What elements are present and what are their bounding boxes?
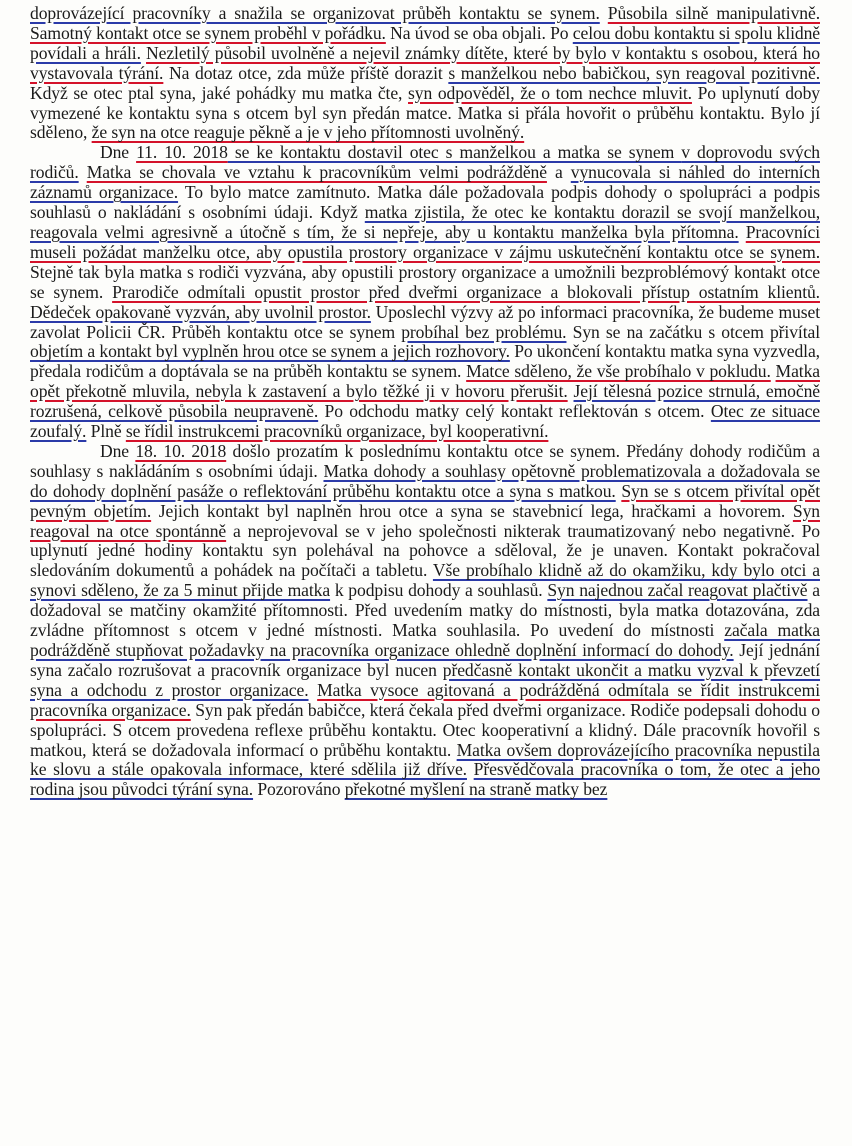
text-segment: došlo prozatím k poslednímu kontaktu otce se synem. Předány dohody rodičům a souhlasy s nakládáním s osobními údaji. [30, 440, 821, 481]
text-segment: Stejně tak byla matka s rodiči vyzvána, aby opustili prostory organizace a umožnili bezproblémový kontakt otce se synem. [30, 261, 820, 302]
paragraph-2 [30, 143, 820, 442]
text-segment: Po uplynutí doby vymezené ke kontaktu syna s otcem byl syn předán matce. Matka si přála hovořit o průběhu kontaktu. Bylo jí sděleno, [30, 82, 820, 143]
text-segment: Matka se chovala ve vztahu k pracovníkům velmi podrážděně [86, 162, 547, 183]
text-segment: Samotný kontakt otce se synem proběhl v pořádku. [30, 22, 386, 43]
text-segment: Po odchodu matky celý kontakt reflektován s otcem. [318, 401, 711, 422]
text-segment: a neprojevoval se v jeho společnosti nikterak traumatizovaný nebo negativně. Po uplynutí jedné hodiny kontaktu syn polehával na pohovce a sděloval, že je unaven. Kontakt pokračoval sledováním dokumentů a pohádek na počítači a tabletu. [30, 520, 820, 581]
text-segment: celou dobu kontaktu si spolu klidně povídali a hráli. [30, 22, 820, 63]
date-text: 11. 10. 2018 [136, 142, 228, 163]
text-segment: a dožadoval se matčiny okamžité přítomnosti. Před uvedením matky do místnosti, byla matka dotazována, zda zvládne přítomnost s otcem v jedné místnosti. Matka souhlasila. Po uvedení do místnosti [30, 580, 820, 641]
text-segment: syn odpověděl, že o tom nechce mluvit. [408, 82, 692, 103]
document-body [30, 4, 820, 800]
text-segment: Syn se na začátku s otcem přivítal [566, 321, 820, 342]
text-segment: Matka dohody a souhlasy opětovně problematizovala a dožadovala se do dohody doplnění pasáže o reflektování průběhu kontaktu otce a syna s matkou. [30, 460, 820, 501]
text-segment: Její tělesná pozice strnulá, emočně rozrušená, celkově působila neupraveně. [30, 381, 820, 422]
date-text: 18. 10. 2018 [135, 440, 227, 461]
text-segment: Jejich kontakt byl naplněn hrou otce a syna se stavebnicí lega, hračkami a hovorem. [151, 500, 793, 521]
text-segment: Dne [100, 440, 136, 461]
text-segment: se ke kontaktu dostavil otec s manželkou a matka se synem [227, 142, 682, 163]
text-segment: Matka opět překotně mluvila, nebyla k zastavení a bylo těžké ji v hovoru přerušit. [30, 361, 820, 402]
text-segment: s manželkou nebo babičkou, syn reagoval pozitivně. [448, 62, 820, 83]
text-segment: Nezletilý působil uvolněně a nejevil známky dítěte, které by bylo v kontaktu s osobou, která ho vystavovala týrání. [30, 42, 820, 83]
text-segment [739, 222, 746, 242]
text-segment: Na dotaz otce, zda může příště dorazit [163, 62, 449, 83]
text-segment [600, 3, 608, 23]
text-segment: objetím a kontakt byl vyplněn hrou otce se synem a jejich rozhovory. [30, 341, 510, 362]
text-segment: To bylo matce zamítnuto. Matka dále požadovala podpis dohody o spolupráci a podpis souhlasů o nakládání s osobními údaji. Když [30, 182, 820, 223]
text-segment: Na úvod se oba objali. Po [385, 22, 573, 43]
text-segment: vynucovala si náhled do interních záznamů organizace. [30, 162, 820, 203]
text-segment: Když se otec ptal syna, jaké pohádky mu matka čte, [30, 82, 409, 103]
text-segment: Otec ze situace zoufalý. [30, 401, 821, 442]
text-segment: Vše probíhalo klidně až do okamžiku, kdy bylo otci a synovi sděleno, že za 5 minut přijde matka [30, 560, 820, 601]
paragraph-1 [30, 4, 820, 143]
text-segment: Syn najednou začal reagovat plačtivě [547, 580, 808, 601]
text-segment: překotné myšlení na straně matky bez [344, 779, 608, 800]
text-segment [467, 759, 474, 779]
text-segment: Syn reagoval na otce spontánně [30, 500, 820, 541]
text-segment: a [546, 162, 571, 183]
text-segment: Její jednání syna začalo rozrušovat a pracovník organizace byl nucen [30, 640, 820, 680]
text-segment: Plně [86, 421, 126, 442]
text-segment: Syn se s otcem přivítal opět pevným objetím. [30, 480, 820, 521]
text-segment: Prarodiče odmítali opustit prostor před dveřmi organizace a blokovali přístup ostatním klientů. [112, 281, 820, 302]
text-segment: doprovázející pracovníky a snažila se organizovat průběh kontaktu se synem. [30, 3, 600, 23]
text-segment: matka zjistila, že otec ke kontaktu dorazil se svojí manželkou, reagovala velmi agresivně a útočně s tím, že si nepřeje, aby u kontaktu manželka byla přítomna. [30, 202, 820, 242]
text-segment: Syn pak předán babičce, která čekala před dveřmi organizace. Rodiče podepsali dohodu o spolupráci. S otcem provedena reflexe průběhu kontaktu. Otec kooperativní a klidný. Dále pracovník hovořil s matkou, která se dožadovala informací o průběhu kontaktu. [30, 699, 821, 760]
text-segment [79, 162, 87, 182]
text-segment: že syn na otce reaguje pěkně a je v jeho přítomnosti uvolněný. [91, 122, 525, 143]
text-segment: probíhal bez problému. [401, 321, 567, 342]
text-segment: Po ukončení kontaktu matka syna vyzvedla, předala rodičům a doptávala se na průběh kontaktu se synem. [30, 341, 820, 382]
text-segment: Dědeček opakovaně vyzván, aby uvolnil prostor. [30, 301, 371, 322]
text-segment: Dne [100, 142, 137, 163]
text-segment: Uposlechl výzvy až po informaci pracovníka, že budeme muset zavolat Policii ČR. Průběh kontaktu otce se synem [30, 301, 820, 342]
text-segment: Pracovníci museli požádat manželku otce, aby opustila prostory organizace v zájmu uskutečnění kontaktu otce se synem. [30, 221, 820, 262]
paragraph-3 [30, 442, 820, 800]
text-segment: Přesvědčovala pracovníka o tom, že otec a jeho rodina jsou původci týrání syna. [30, 759, 820, 800]
text-segment: předčasně kontakt ukončit a matku vyzval k převzetí syna a odchodu z prostor organizace. [30, 659, 821, 700]
text-segment: začala matka podrážděně stupňovat požadavky na pracovníka organizace ohledně doplnění informací do dohody. [30, 620, 820, 660]
text-segment: Matka ovšem doprovázejícího pracovníka nepustila ke slovu a stále opakovala informace, které sdělila již dříve. [30, 739, 820, 780]
text-segment: k podpisu dohody a souhlasů. [330, 580, 548, 601]
text-segment: Matce sděleno, že vše probíhalo v pokludu. [466, 361, 771, 382]
text-segment: Pozorováno [253, 779, 345, 800]
text-segment: Působila silně manipulativně. [607, 3, 820, 23]
text-segment: Matka vysoce agitovaná a podrážděná odmítala se řídit instrukcemi pracovníka organizace. [30, 679, 820, 720]
text-segment [309, 680, 318, 700]
text-segment: v doprovodu svých rodičů. [30, 142, 820, 183]
text-segment: se řídil instrukcemi pracovníků organizace, byl kooperativní. [125, 421, 549, 442]
